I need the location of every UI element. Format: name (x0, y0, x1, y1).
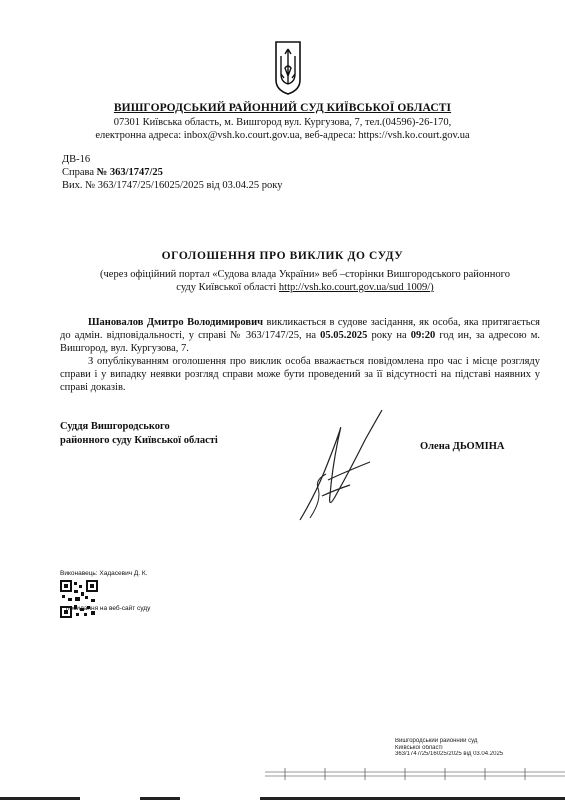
portal-text-1: (через офіційний портал «Судова влада України» веб –сторінки Вишгородського районного (100, 269, 510, 280)
coat-of-arms-icon (273, 40, 303, 96)
case-label: Справа (62, 167, 95, 178)
portal-link[interactable]: http://vsh.ko.court.gov.ua/sud 1009/) (278, 282, 434, 293)
court-address: 07301 Київська область, м. Вишгород вул. Кургузова, 7, тел.(04596)-26-170, (113, 117, 452, 128)
judge-title: Суддя Вишгородського районного суду Київської області (60, 421, 218, 446)
hearing-time: 09:20 (410, 330, 436, 341)
notice-paragraph-2: З опублікуванням оголошення про виклик особа вважається повідомлена про час і місце розгляду справи і у випадку неявки розгляд справи може бути проведений за її відсутності на підставі наявних у справі доказів. (60, 356, 540, 393)
case-number (62, 167, 163, 178)
qr-code-icon[interactable] (60, 580, 98, 618)
summoned-person: Шановалов Дмитро Володимирович (88, 317, 264, 328)
portal-note (95, 268, 515, 294)
handwritten-signature (270, 400, 410, 530)
hearing-date: 05.05.2025 (320, 330, 368, 341)
court-name: ВИШГОРОДСЬКИЙ РАЙОННИЙ СУД КИЇВСЬКОЇ ОБЛАСТІ (113, 102, 452, 114)
scan-edge (0, 796, 565, 800)
judge-name: Олена ДЬОМІНА (420, 441, 505, 452)
form-code: ДВ-16 (62, 154, 91, 165)
portal-text-2: суду Київської області (176, 282, 279, 293)
barcode-strip (265, 762, 565, 784)
registration-stamp: Вишгородський районний суд Київської області 363/1747/25/16025/2025 від 03.04.2025 (395, 738, 504, 758)
outgoing-number: Вих. № 363/1747/25/16025/2025 від 03.04.25 року (62, 180, 283, 191)
court-contacts: електронна адреса: inbox@vsh.ko.court.gov.ua, веб-адреса: https://vsh.ko.court.gov.ua (95, 130, 470, 141)
notice-title: ОГОЛОШЕННЯ ПРО ВИКЛИК ДО СУДУ (161, 250, 404, 262)
qr-caption: посилання на веб-сайт суду (66, 605, 151, 612)
notice-body (60, 316, 540, 394)
notice-paragraph-1: Шановалов Дмитро Володимирович викликається в судове засідання, як особа, яка притягається до адмін. відповідальності, у справі № 363/1747/25, на 05.05.2025 року на 09:20 год ин, за адресою м. Вишгород, вул. Кургузова, 7. (60, 317, 540, 354)
executor-note: Виконавець: Хадасевич Д. К. (60, 570, 148, 577)
case-number-value: № 363/1747/25 (96, 167, 163, 178)
